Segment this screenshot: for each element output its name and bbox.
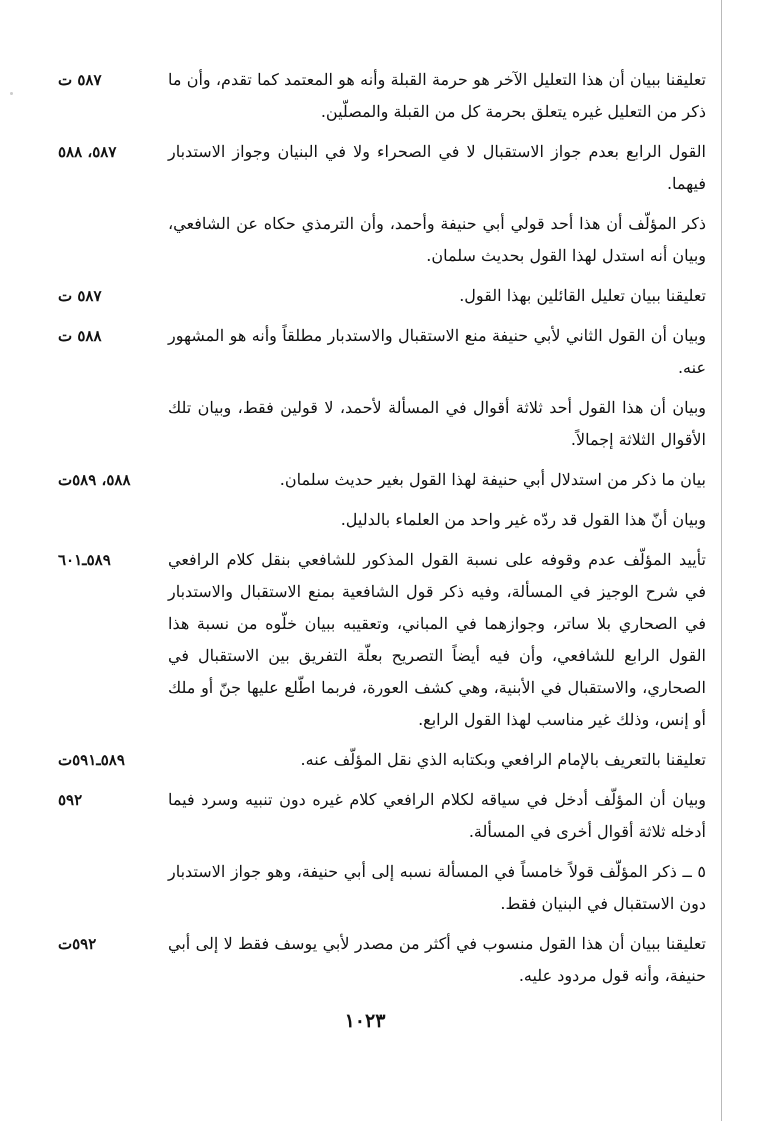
- entry-text: وبيان أن المؤلّف أدخل في سياقه لكلام الرافعي كلام غيره دون تنبيه وسرد فيما أدخله ثلاثة أقوال أخرى في المسألة.: [168, 790, 706, 841]
- entry-text: تعليقنا ببيان أن هذا القول منسوب في أكثر من مصدر لأبي يوسف فقط لا إلى أبي حنيفة، وأنه قول مردود عليه.: [168, 934, 706, 985]
- entry-text: بيان ما ذكر من استدلال أبي حنيفة لهذا القول بغير حديث سلمان.: [279, 470, 706, 489]
- entry-page-ref: ٥٨٨ ت: [58, 327, 102, 345]
- index-entry: [0, 744, 721, 776]
- entry-page-ref: ٥٨٧ ت: [58, 287, 102, 305]
- entry-page-ref: ٥٨٩ـ٥٩١ت: [58, 751, 125, 769]
- entry-page-ref: ٥٩٢ت: [58, 935, 97, 953]
- entry-page-ref: ٥٩٢: [58, 791, 83, 809]
- entry-text: تأييد المؤلّف عدم وقوفه على نسبة القول المذكور للشافعي بنقل كلام الرافعي في شرح الوجيز في المسألة، وفيه ذكر قول الشافعية بمنع الاستقبال والاستدبار في الصحاري بلا ساتر، وجوازهما في المباني، وتعقيبه ببيان خلّوه من نسبة هذا القول الرابع للشافعي، وأن فيه أيضاً التصريح بعلّة التفريق بين الاستقبال في الصحاري، والاستقبال في الأبنية، وهي كشف العورة، فربما اطّلع عليها جنّ أو ملك أو إنس، وذلك غير مناسب لهذا القول الرابع.: [168, 550, 706, 729]
- entry-text: وبيان أن القول الثاني لأبي حنيفة منع الاستقبال والاستدبار مطلقاً وأنه هو المشهور عنه.: [168, 326, 706, 377]
- index-entry: [0, 928, 721, 992]
- index-entry: [0, 784, 721, 848]
- index-entry: [0, 320, 721, 384]
- entry-page-ref: ٥٨٧، ٥٨٨: [58, 143, 117, 161]
- index-entries: [0, 64, 721, 1000]
- entry-text: تعليقنا ببيان أن هذا التعليل الآخر هو حرمة القبلة وأنه هو المعتمد كما تقدم، وأن ما ذكر من التعليل غيره يتعلق بحرمة كل من القبلة والمصلّين.: [168, 70, 706, 121]
- entry-text: تعليقنا بالتعريف بالإمام الرافعي وبكتابه الذي نقل المؤلّف عنه.: [300, 750, 706, 769]
- entry-text: ذكر المؤلّف أن هذا أحد قولي أبي حنيفة وأحمد، وأن الترمذي حكاه عن الشافعي، وبيان أنه استدل لهذا القول بحديث سلمان.: [168, 214, 706, 265]
- index-entry: [0, 392, 721, 456]
- index-entry: [0, 136, 721, 200]
- entry-page-ref: ٥٨٧ ت: [58, 71, 102, 89]
- entry-text: القول الرابع بعدم جواز الاستقبال لا في الصحراء ولا في البنيان وجواز الاستدبار فيهما.: [168, 142, 706, 193]
- entry-page-ref: ٥٨٨، ٥٨٩ت: [58, 471, 131, 489]
- index-entry: [0, 856, 721, 920]
- index-entry: [0, 208, 721, 272]
- index-entry: [0, 280, 721, 312]
- index-entry: [0, 504, 721, 536]
- entry-text: وبيان أن هذا القول أحد ثلاثة أقوال في المسألة لأحمد، لا قولين فقط، وبيان تلك الأقوال الثلاثة إجمالاً.: [168, 398, 706, 449]
- page-edge-line: [721, 0, 722, 1121]
- index-entry: [0, 464, 721, 496]
- entry-text: ٥ ــ ذكر المؤلّف قولاً خامساً في المسألة نسبه إلى أبي حنيفة، وهو جواز الاستدبار دون الاستقبال في البنيان فقط.: [168, 862, 706, 913]
- index-entry: [0, 544, 721, 736]
- entry-text: تعليقنا ببيان تعليل القائلين بهذا القول.: [459, 286, 706, 305]
- page-number: ١٠٢٣: [344, 1010, 386, 1032]
- entry-text: وبيان أنّ هذا القول قد ردّه غير واحد من العلماء بالدليل.: [340, 510, 706, 529]
- entry-page-ref: ٥٨٩ـ٦٠١: [58, 551, 111, 569]
- index-entry: [0, 64, 721, 128]
